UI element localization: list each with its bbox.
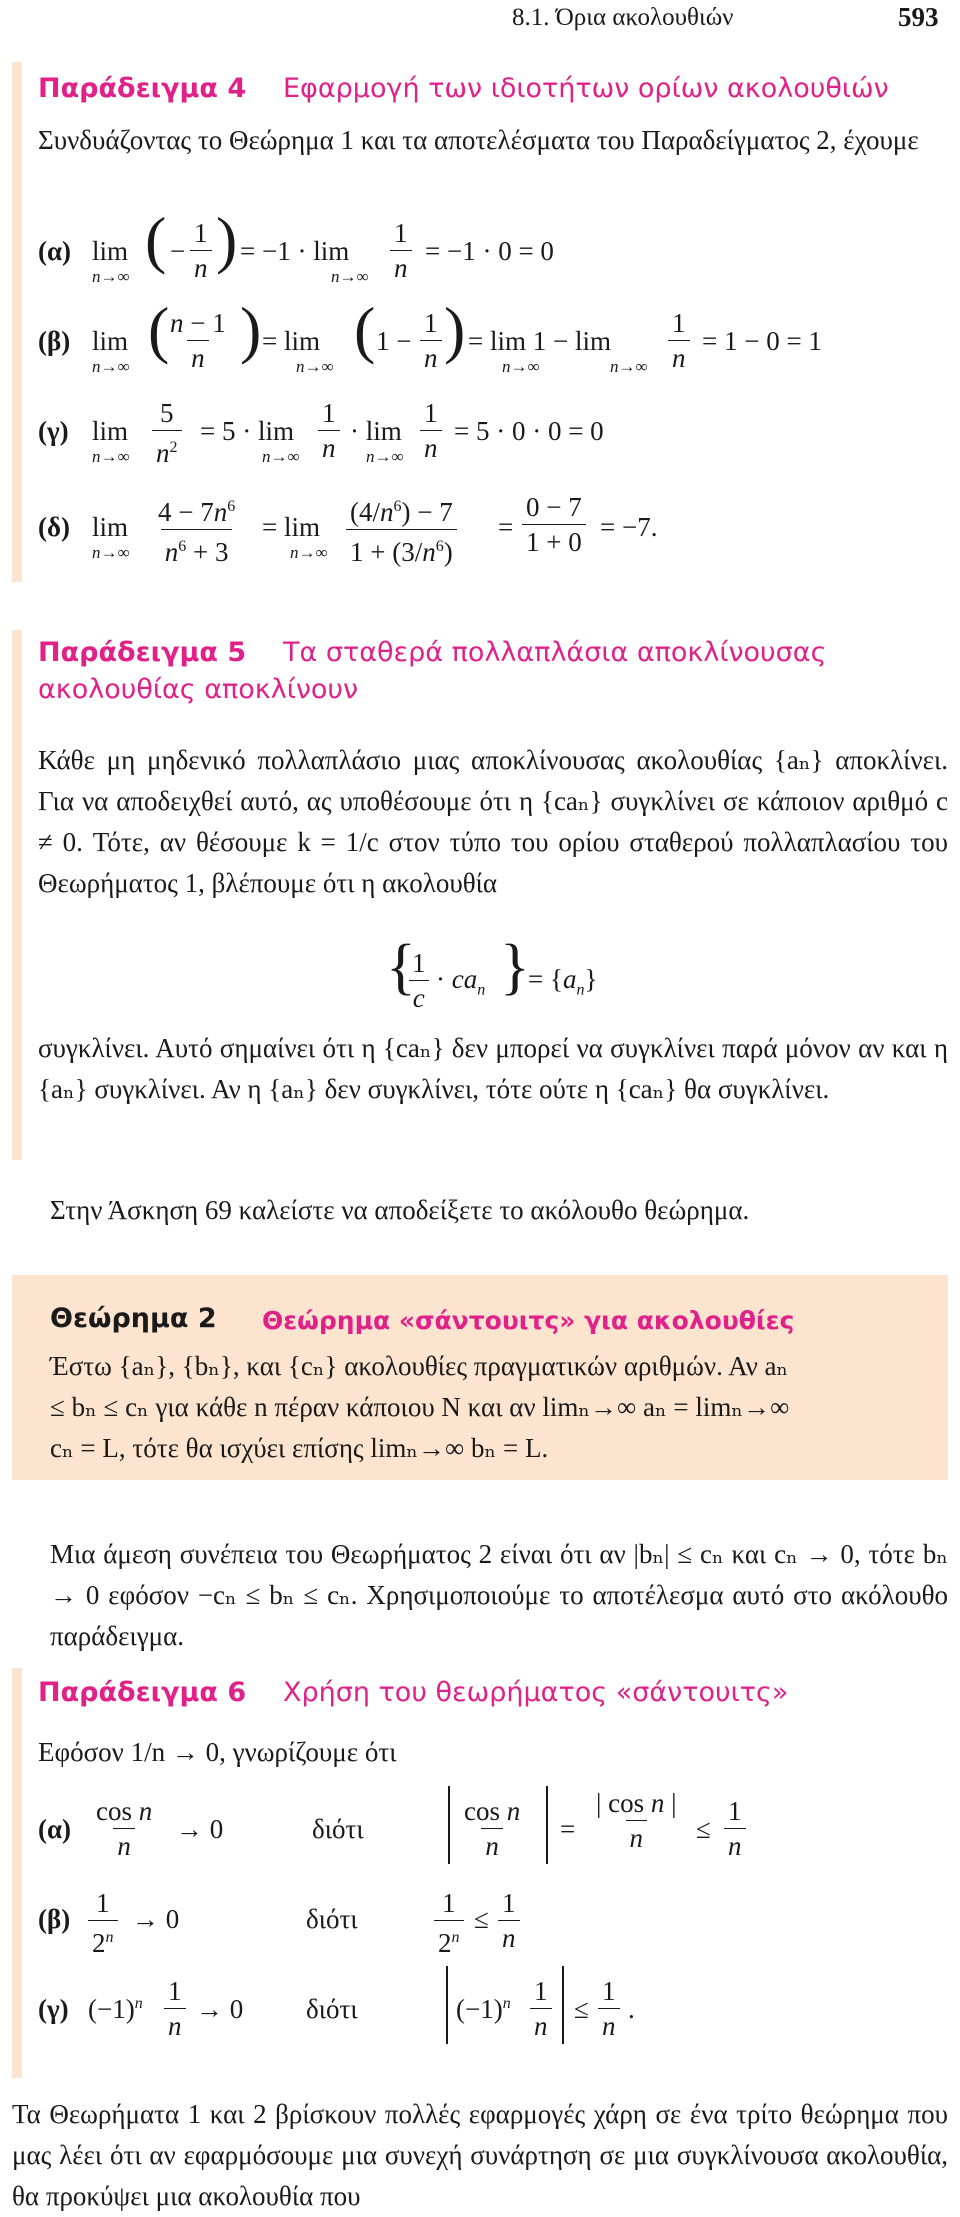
example6-head: Παράδειγμα 6 [38,1677,247,1708]
expr-c1: = 5 · lim [200,416,294,446]
because-6b: διότι [306,1904,358,1934]
expr-c2: · lim [350,416,402,446]
theorem2-head: Θεώρημα 2 [50,1303,217,1334]
expr-c3: = 5 · 0 · 0 = 0 [454,416,604,446]
abs-bar-6a-left [448,1786,450,1864]
frac-b3: $\frac{1}{n}$ [668,308,690,373]
consequence-para: Μια άμεση συνέπεια του Θεωρήματος 2 είναι ότι αν |bₙ| ≤ cₙ και cₙ → 0, τότε bₙ → 0 εφόσον −cₙ ≤ bₙ ≤ cₙ. Χρησιμοποιούμε το αποτέλεσμα αυτό στο ακόλουθο παράδειγμα. [50,1539,948,1651]
example6-bar [12,1668,22,2078]
frac-6a4: $\frac{1}{n}$ [724,1796,746,1861]
paren-b1-right: ) [240,294,262,365]
because-6a: διότι [312,1814,364,1844]
lim-c1: lim [92,416,129,446]
example4-title: Εφαρμογή των ιδιοτήτων ορίων ακολουθιών [283,73,889,104]
expr-b1: = lim [262,326,320,356]
expr-6c5: . [628,1994,635,2024]
example6-intro: Εφόσον 1/n → 0, γνωρίζουμε ότι [38,1737,397,1767]
section-header: 8.1. Όρια ακολουθιών [512,4,734,31]
paren-a-left: ( [145,204,167,275]
expr-6b1: → 0 [132,1904,180,1934]
expr-a1: = −1 · lim [240,236,350,266]
example6-label-b: (β) [38,1904,71,1934]
lim-a2-sub: n→∞ [331,267,369,286]
brace-right: } [500,933,530,1001]
example4-head: Παράδειγμα 4 [38,73,247,104]
expr-d1: = lim [262,512,320,542]
lim-c1-sub: n→∞ [92,447,130,466]
lim-b1: lim [92,326,129,356]
because-6c: διότι [306,1994,358,2024]
example5-head: Παράδειγμα 5 [38,637,247,668]
paren-b2-left: ( [354,294,376,365]
example5-title-line1: Τα σταθερά πολλαπλάσια αποκλίνουσας [283,637,827,668]
example4-intro: Συνδυάζοντας το Θεώρημα 1 και τα αποτελέσματα του Παραδείγματος 2, έχουμε [38,125,919,155]
theorem2-line1: Έστω {aₙ}, {bₙ}, και {cₙ} ακολουθίες πραγματικών αριθμών. Αν aₙ [50,1351,789,1381]
lim-d2-sub: n→∞ [290,543,328,562]
abs-bar-6c-right [562,1966,564,2044]
frac-b1: $\frac{n - 1}{n}$ [170,308,226,373]
frac-6b2: $\frac{1}{2^n}$ [434,1888,464,1958]
frac-d2: $\frac{(4/n^6) - 7}{1 + (3/n^6)}$ [346,492,457,567]
expr-a2: = −1 · 0 = 0 [425,236,554,266]
paren-b1-left: ( [148,294,170,365]
frac-c2: $\frac{1}{n}$ [318,398,340,463]
frac-6b1: $\frac{1}{2^n}$ [88,1888,118,1958]
closing-para: Τα Θεωρήματα 1 και 2 βρίσκουν πολλές εφαρμογές χάρη σε ένα τρίτο θεώρημα που μας λέει ότι αν εφαρμόσουμε μια συνεχή συνάρτηση σε μια συγκλίνουσα ακολουθία, θα προκύψει μια ακολουθία που [12,2099,948,2211]
lim-d1-sub: n→∞ [92,543,130,562]
frac-a1: $\frac{1}{n}$ [190,218,212,283]
exercise-note: Στην Άσκηση 69 καλείστε να αποδείξετε το ακόλουθο θεώρημα. [50,1195,750,1225]
expr-d3: = −7. [600,512,658,542]
example5-para2: συγκλίνει. Αυτό σημαίνει ότι η {caₙ} δεν μπορεί να συγκλίνει παρά μόνον αν και η {aₙ} συγκλίνει. Αν η {aₙ} δεν συγκλίνει, τότε ούτε η {caₙ} θα συγκλίνει. [38,1033,948,1104]
expr-6c3: $(-1)^n$ [456,1994,511,2024]
example4-label-c: (γ) [38,416,69,446]
minus-a: − [170,236,186,266]
frac-a2: $\frac{1}{n}$ [390,218,412,283]
abs-bar-6c-left [446,1966,448,2044]
expr-can: · $ca_n$ [436,964,486,999]
paren-a-right: ) [216,204,238,275]
frac-b2: $\frac{1}{n}$ [420,308,442,373]
lim-b1-sub: n→∞ [92,357,130,376]
paren-b2-right: ) [444,294,466,365]
example6-label-a: (α) [38,1814,72,1844]
example4-bar [12,62,22,582]
example5-para1: Κάθε μη μηδενικό πολλαπλάσιο μιας αποκλίνουσας ακολουθίας {aₙ} αποκλίνει. Για να αποδειχθεί αυτό, ας υποθέσουμε ότι η {caₙ} συγκλίνει σε κάποιον αριθμό c ≠ 0. Τότε, αν θέσουμε k = 1/c στον τύπο του ορίου σταθερού πολλαπλασίου του Θεωρήματος 1, βλέπουμε ότι η ακολουθία [38,745,948,898]
example4-label-b: (β) [38,326,71,356]
expr-6b2: ≤ [474,1904,489,1934]
expr-6c1: $(-1)^n$ [88,1994,143,2024]
frac-6c3: $\frac{1}{n}$ [598,1976,620,2041]
expr-6c2: → 0 [196,1994,244,2024]
lim-d1: lim [92,512,129,542]
frac-6a2: $\frac{\text{cos n}}{n}$ [464,1796,521,1861]
frac-c1: $\frac{5}{n^2}$ [152,398,182,468]
abs-bar-6a-right [546,1786,548,1864]
lim-a1: lim [92,236,129,266]
expr-equals-an: = $\{a_n\}$ [528,964,598,999]
theorem2-line2: ≤ bₙ ≤ cₙ για κάθε n πέραν κάποιου N και αν limₙ→∞ aₙ = limₙ→∞ [50,1392,790,1422]
lim-c3-sub: n→∞ [366,447,404,466]
expr-6c4: ≤ [574,1994,589,2024]
theorem2-title: Θεώρημα «σάντουιτς» για ακολουθίες [262,1306,795,1335]
example4-label-a: (α) [38,236,72,266]
expr-b2: 1 − [376,326,412,356]
expr-6a3: ≤ [696,1814,711,1844]
expr-6a1: → 0 [176,1814,224,1844]
frac-6b3: $\frac{1}{n}$ [498,1888,520,1953]
example5-bar [12,630,22,1160]
frac-d1: $\frac{4 - 7n^6}{n^6 + 3}$ [158,497,236,567]
lim-a1-sub: n→∞ [92,267,130,286]
lim-b3-sub: n→∞ [502,357,540,376]
frac-c3: $\frac{1}{n}$ [420,398,442,463]
frac-d3: $\frac{0 - 7}{1 + 0}$ [522,492,586,557]
example6-title: Χρήση του θεωρήματος «σάντουιτς» [283,1677,789,1708]
frac-1-over-c: $\frac{1}{c}$ [408,948,430,1013]
frac-6a3: $\frac{\text{| cos n |}}{n}$ [596,1788,677,1853]
theorem2-line3: cₙ = L, τότε θα ισχύει επίσης limₙ→∞ bₙ = L. [50,1433,549,1463]
expr-d2: = [498,512,514,542]
example6-label-c: (γ) [38,1994,69,2024]
lim-b4-sub: n→∞ [610,357,648,376]
expr-b3: = lim 1 − lim [468,326,611,356]
frac-6c1: $\frac{1}{n}$ [164,1976,186,2041]
frac-6c2: $\frac{1}{n}$ [530,1976,552,2041]
frac-6a1: $\frac{\text{cos n}}{n}$ [96,1796,153,1861]
example4-label-d: (δ) [38,512,70,542]
lim-c2-sub: n→∞ [262,447,300,466]
expr-b4: = 1 − 0 = 1 [702,326,822,356]
lim-b2-sub: n→∞ [296,357,334,376]
expr-6a2: = [560,1814,576,1844]
page-number: 593 [898,2,939,32]
brace-left: { [386,933,416,1001]
example5-title-line2: ακολουθίας αποκλίνουν [38,674,359,705]
